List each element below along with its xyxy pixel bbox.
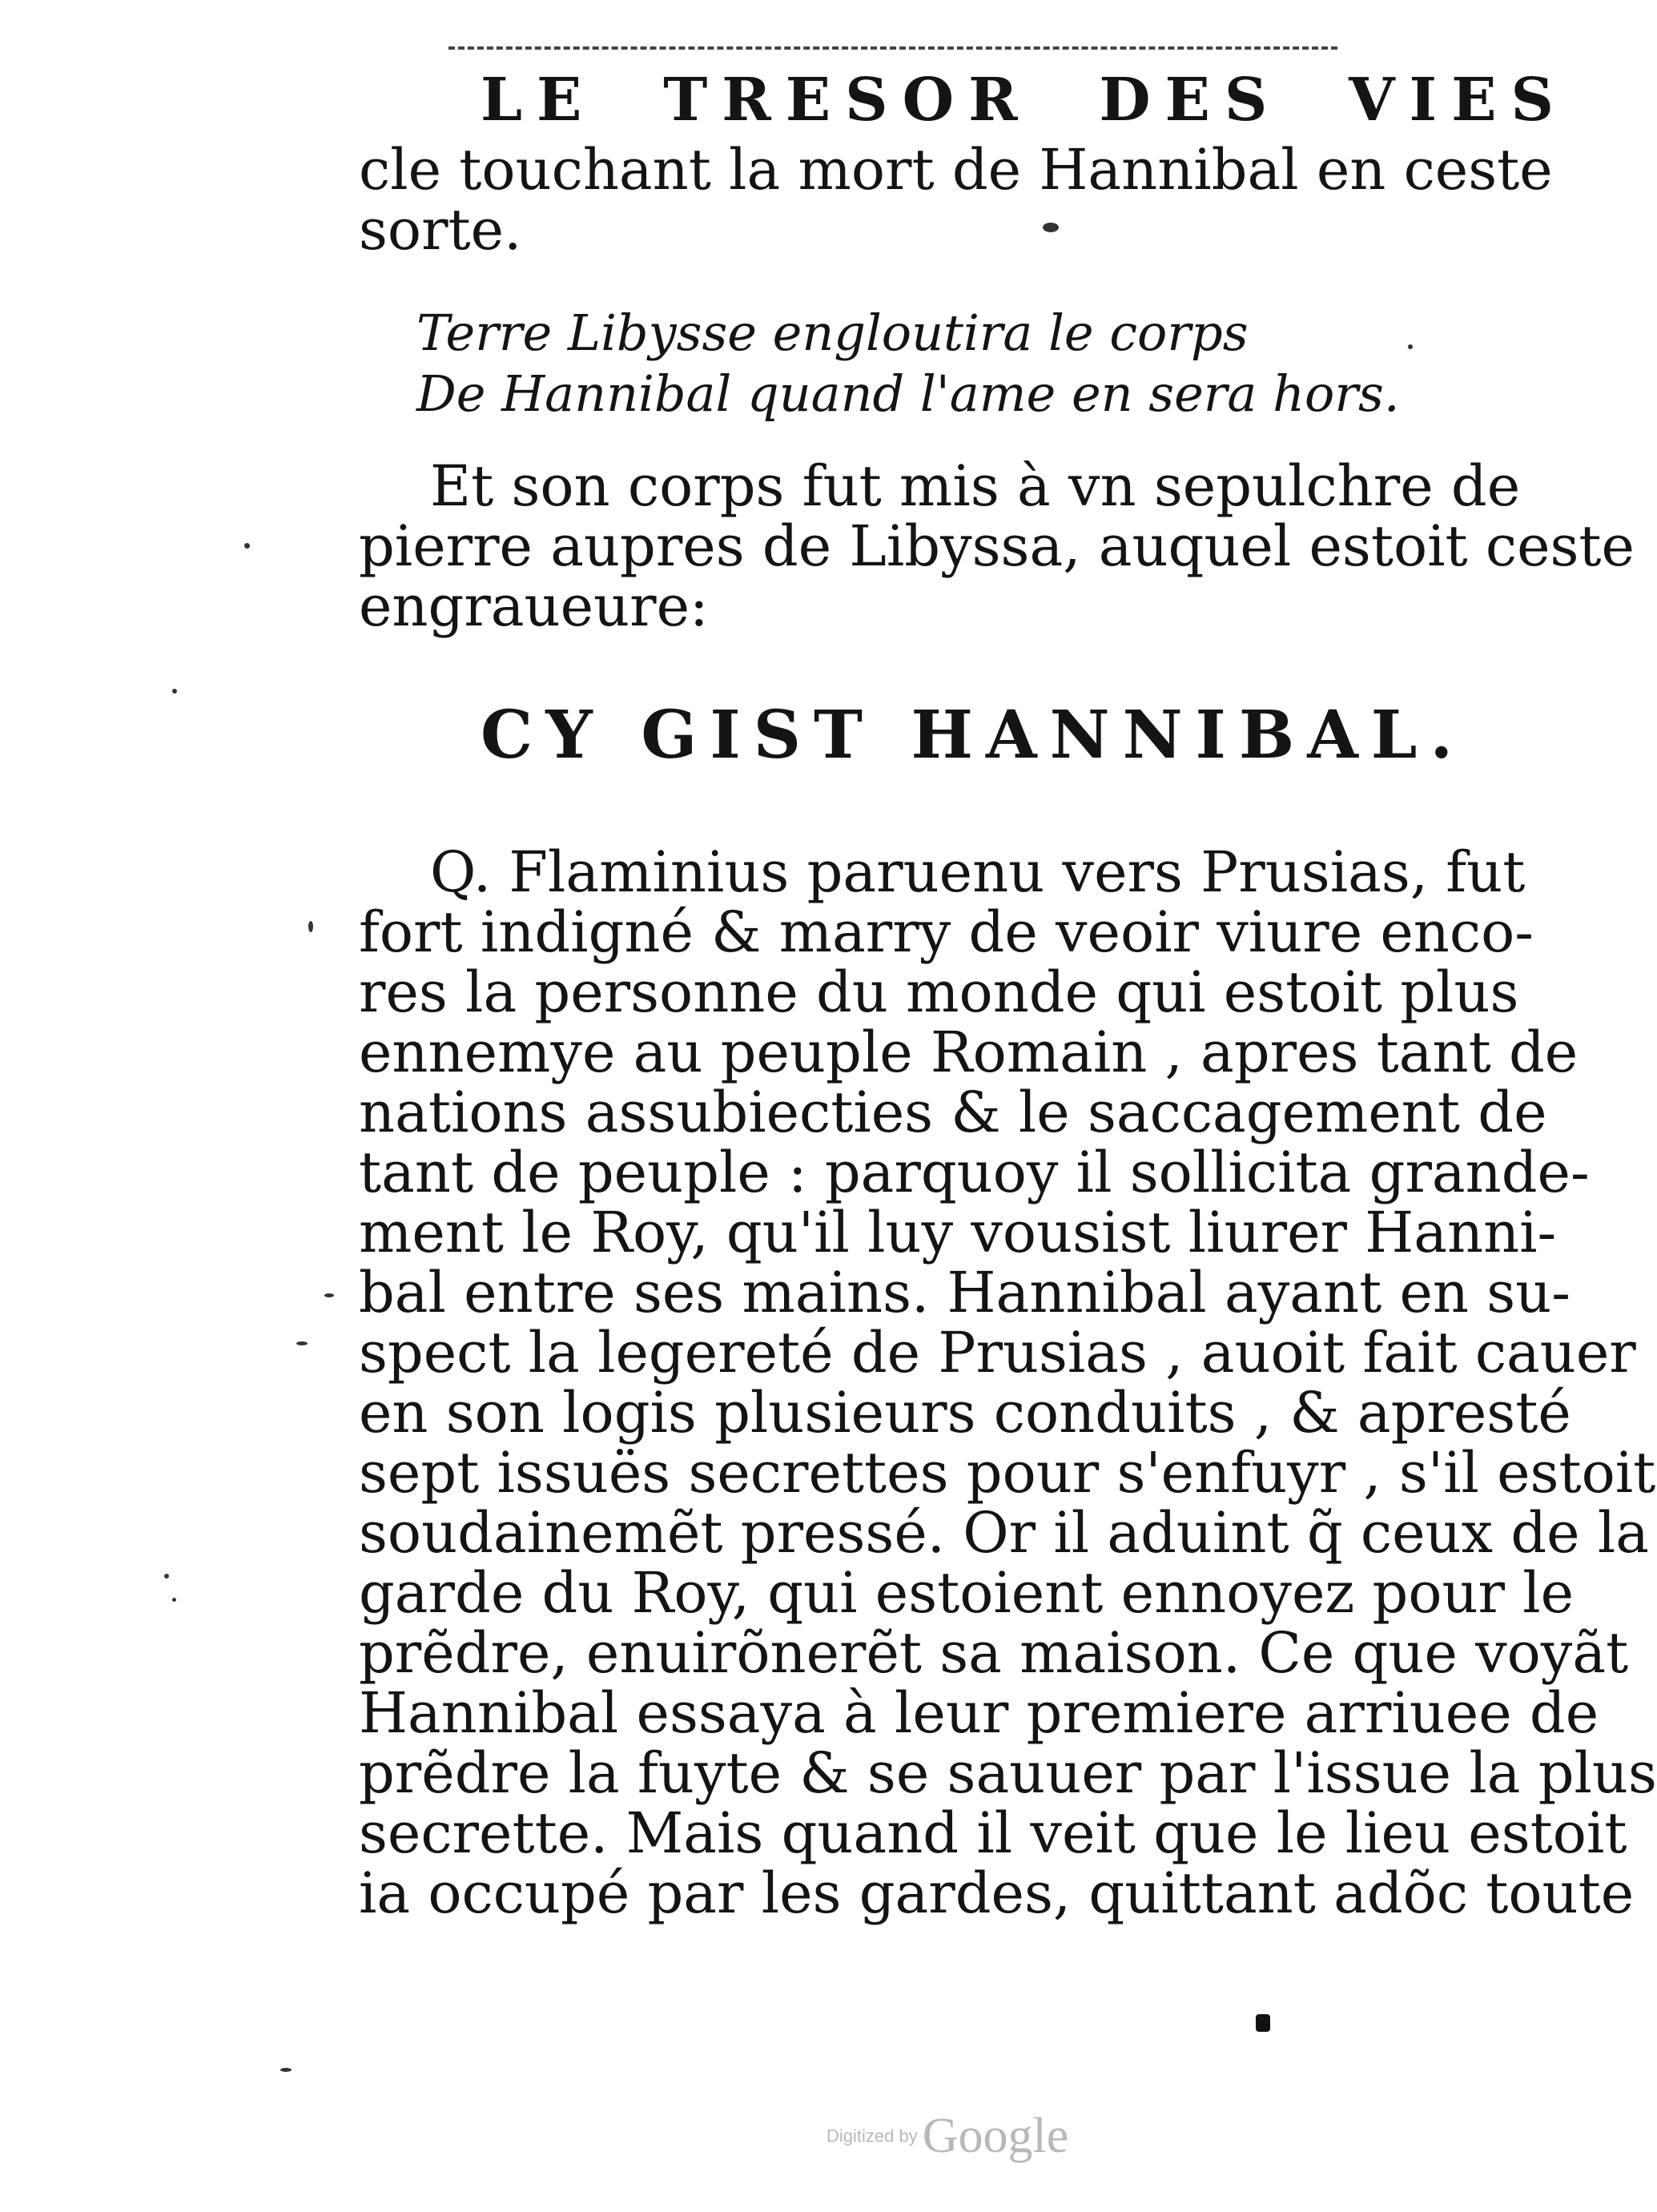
running-head: LE TRESOR DES VIES — [481, 66, 1568, 135]
digitized-label: Digitized by — [826, 2126, 918, 2146]
ink-speck — [296, 1341, 308, 1345]
signature-mark — [1256, 2014, 1270, 2032]
opening-lines: cle touchant la mort de Hannibal en ceste sorte. — [359, 137, 1553, 263]
top-rule — [448, 46, 1337, 50]
ink-speck — [280, 2068, 292, 2072]
ink-speck — [244, 543, 250, 549]
ink-speck — [172, 1598, 176, 1602]
digitized-brand: Google — [922, 2109, 1069, 2163]
digitized-watermark — [826, 2108, 1068, 2165]
ink-speck — [324, 1293, 334, 1297]
verse-quotation: Terre Libysse engloutira le corps De Hannibal quand l'ame en sera hors. — [416, 304, 1400, 423]
ink-speck — [164, 1574, 169, 1579]
ink-speck — [1043, 223, 1059, 232]
ink-speck — [1408, 344, 1413, 349]
tomb-inscription: CY GIST HANNIBAL. — [481, 697, 1466, 774]
paragraph-flaminius: Q. Flaminius paruenu vers Prusias, fut fort indigné & marry de veoir viure enco- res la personne du monde qui estoit plus ennemye au peuple Romain , apres tant de nations assubiecties & le saccagement de tant de peuple : parquoy il sollicita grande- ment le Roy, qu'il luy vousist liurer Hanni- bal entre ses mains. Hannibal ayant en su- spect la legereté de Prusias , auoit fait cauer en son logis plusieurs conduits , & apresté sept issuës secrettes pour s'enfuyr , s'il estoit soudainemẽt pressé. Or il aduint q̃ ceux de la garde du Roy, qui estoient ennoyez pour le prẽdre, enuirõnerẽt sa maison. Ce que voyãt Hannibal essaya à leur premiere arriuee de prẽdre la fuyte & se sauuer par l'issue la plus secrette. Mais quand il veit que le lieu estoit ia occupé par les gardes, quittant adõc toute — [359, 839, 1657, 1926]
ink-speck — [308, 921, 313, 932]
paragraph-sepulchre: Et son corps fut mis à vn sepulchre de pierre aupres de Libyssa, auquel estoit ceste engraueure: — [359, 453, 1635, 639]
ink-speck — [172, 689, 177, 694]
